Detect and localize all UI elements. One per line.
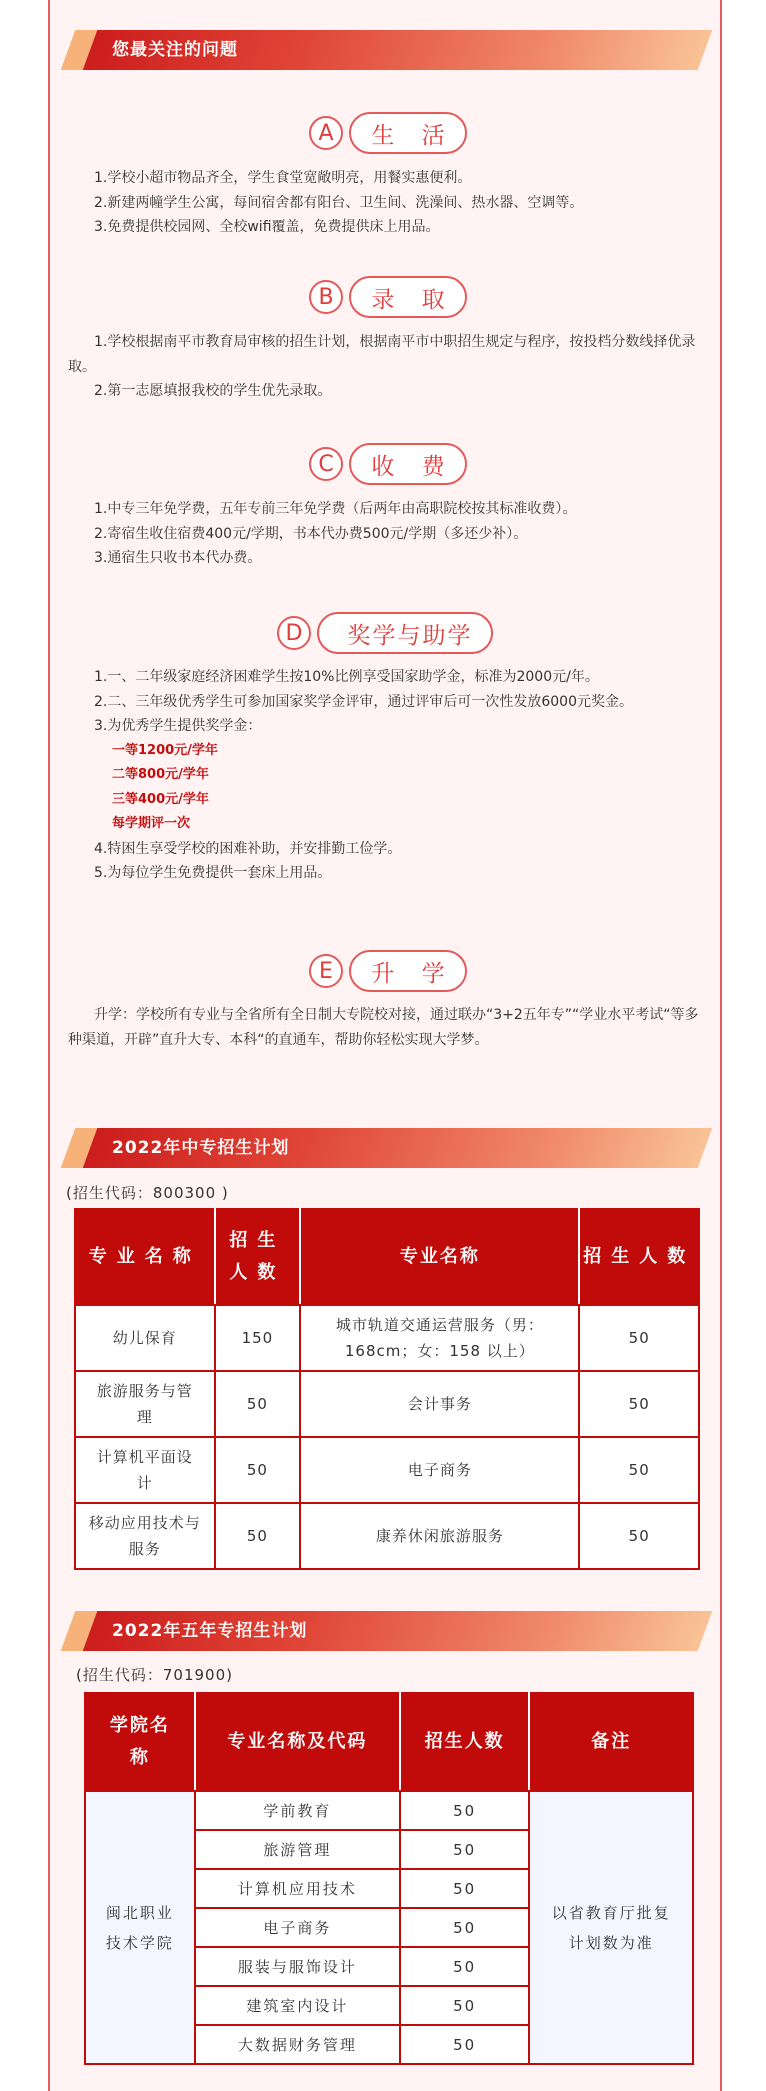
table-cell: 50 — [400, 1791, 530, 1830]
paragraph-line: 3.通宿生只收书本代办费。 — [94, 550, 262, 566]
table-cell: 计算机平面设计 — [75, 1437, 215, 1503]
section-body-a — [68, 166, 708, 240]
award-line: 二等800元/学年 — [112, 767, 209, 782]
award-line: 一等1200元/学年 — [112, 742, 218, 758]
section-heading: 收 费 — [349, 443, 467, 485]
column-header: 备注 — [529, 1693, 693, 1791]
section-body-e — [68, 1003, 708, 1052]
column-header: 招生人数 — [400, 1693, 530, 1791]
section-title-a — [309, 112, 467, 154]
banner-title: 您最关注的问题 — [112, 40, 238, 60]
table-row — [75, 1305, 699, 1371]
paragraph-line: 5.为每位学生免费提供一套床上用品。 — [94, 865, 332, 881]
table-cell: 学前教育 — [195, 1791, 400, 1830]
section-letter: C — [309, 447, 343, 481]
table-cell: 旅游服务与管理 — [75, 1371, 215, 1437]
table-cell: 50 — [400, 1908, 530, 1947]
concern-banner — [68, 30, 708, 70]
paragraph-line: 1.中专三年免学费，五年专前三年免学费（后两年由高职院校按其标准收费）。 — [94, 501, 577, 517]
section-body-b — [68, 330, 708, 404]
table-cell: 50 — [400, 1830, 530, 1869]
paragraph-line: 3.免费提供校园网、全校wifi覆盖，免费提供床上用品。 — [94, 219, 440, 235]
table-cell: 计算机应用技术 — [195, 1869, 400, 1908]
note-cell: 以省教育厅批复计划数为准 — [529, 1791, 693, 2064]
table-cell: 50 — [215, 1437, 301, 1503]
table-cell: 幼儿保育 — [75, 1305, 215, 1371]
column-header: 学院名称 — [85, 1693, 195, 1791]
section-heading: 升 学 — [349, 950, 467, 992]
table-cell: 50 — [215, 1371, 301, 1437]
table-cell: 50 — [579, 1437, 699, 1503]
section-heading: 生 活 — [349, 112, 467, 154]
table-cell: 150 — [215, 1305, 301, 1371]
table-cell: 旅游管理 — [195, 1830, 400, 1869]
plan2-table — [84, 1692, 694, 2065]
section-title-d — [277, 612, 493, 654]
table-header-row — [75, 1209, 699, 1305]
paragraph-line: 1.学校小超市物品齐全，学生食堂宽敞明亮，用餐实惠便利。 — [94, 170, 472, 186]
table-row — [75, 1503, 699, 1569]
section-letter: D — [277, 616, 311, 650]
table-row — [75, 1437, 699, 1503]
table-cell: 50 — [215, 1503, 301, 1569]
table-cell: 电子商务 — [300, 1437, 579, 1503]
section-heading: 录 取 — [349, 276, 467, 318]
paragraph-line: 升学：学校所有专业与全省所有全日制大专院校对接，通过联办“3+2五年专”“学业水平考试“等多种渠道，开辟”直升大专、本科“的直通车，帮助你轻松实现大学梦。 — [68, 1007, 699, 1048]
table-cell: 50 — [579, 1371, 699, 1437]
column-header: 招生人数 — [579, 1209, 699, 1305]
section-letter: E — [309, 954, 343, 988]
banner-title: 2022年中专招生计划 — [112, 1138, 290, 1158]
college-cell: 闽北职业技术学院 — [85, 1791, 195, 2064]
table-cell: 会计事务 — [300, 1371, 579, 1437]
paragraph-line: 2.二、三年级优秀学生可参加国家奖学金评审，通过评审后可一次性发放6000元奖金。 — [94, 693, 633, 710]
section-body-d — [68, 665, 708, 886]
table-cell: 建筑室内设计 — [195, 1986, 400, 2025]
award-line: 三等400元/学年 — [112, 791, 209, 807]
paragraph-line: 4.特困生享受学校的困难补助，并安排勤工俭学。 — [94, 840, 402, 857]
plan1-table — [74, 1208, 700, 1570]
table-cell: 城市轨道交通运营服务（男：168cm；女：158 以上） — [300, 1305, 579, 1371]
table-header-row — [85, 1693, 693, 1791]
paragraph-line: 2.寄宿生收住宿费400元/学期，书本代办费500元/学期（多还少补）。 — [94, 525, 528, 542]
table-cell: 50 — [400, 2025, 530, 2064]
table-cell: 50 — [400, 1869, 530, 1908]
table-cell: 50 — [400, 1947, 530, 1986]
section-heading: 奖学与助学 — [317, 612, 493, 654]
table-cell: 电子商务 — [195, 1908, 400, 1947]
table-cell: 50 — [400, 1986, 530, 2025]
paragraph-line: 1.学校根据南平市教育局审核的招生计划，根据南平市中职招生规定与程序，按投档分数线择优录取。 — [68, 334, 696, 375]
section-letter: A — [309, 116, 343, 150]
paragraph-line: 2.第一志愿填报我校的学生优先录取。 — [94, 383, 332, 399]
enroll-code: (招生代码：800300 ) — [66, 1184, 229, 1202]
section-title-c — [309, 443, 467, 485]
banner-title: 2022年五年专招生计划 — [112, 1621, 308, 1641]
plan1-banner — [68, 1128, 708, 1168]
table-cell: 50 — [579, 1503, 699, 1569]
paragraph-line: 2.新建两幢学生公寓，每间宿舍都有阳台、卫生间、洗澡间、热水器、空调等。 — [94, 194, 584, 211]
paragraph-line: 1.一、二年级家庭经济困难学生按10%比例享受国家助学金，标准为2000元/年。 — [94, 669, 599, 685]
table-cell: 康养休闲旅游服务 — [300, 1503, 579, 1569]
award-line: 每学期评一次 — [112, 816, 191, 831]
table-cell: 大数据财务管理 — [195, 2025, 400, 2064]
column-header: 招生人数 — [215, 1209, 301, 1305]
table-cell: 服装与服饰设计 — [195, 1947, 400, 1986]
section-title-e — [309, 950, 467, 992]
table-cell: 移动应用技术与服务 — [75, 1503, 215, 1569]
table-row — [85, 1791, 693, 1830]
section-title-b — [309, 276, 467, 318]
paragraph-line: 3.为优秀学生提供奖学金： — [94, 718, 262, 734]
column-header: 专业名称 — [300, 1209, 579, 1305]
table-row — [75, 1371, 699, 1437]
plan2-banner — [68, 1611, 708, 1651]
enroll-code: (招生代码：701900) — [76, 1666, 233, 1684]
section-body-c — [68, 497, 708, 571]
section-letter: B — [309, 280, 343, 314]
table-cell: 50 — [579, 1305, 699, 1371]
column-header: 专业名称及代码 — [195, 1693, 400, 1791]
column-header: 专业名称 — [75, 1209, 215, 1305]
